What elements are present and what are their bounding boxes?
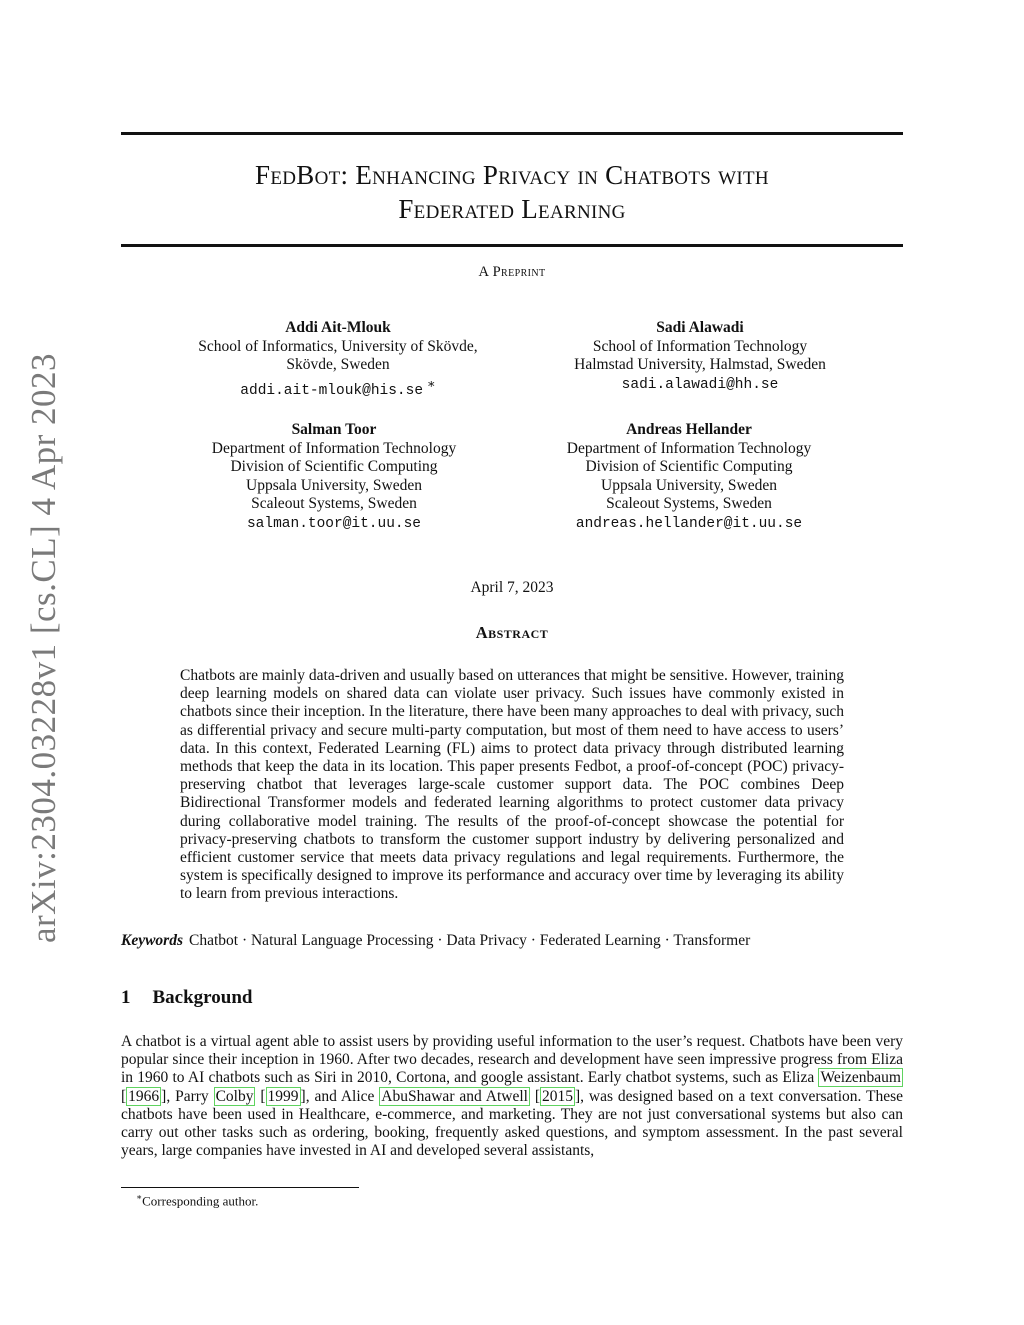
- author-name: Andreas Hellander: [626, 421, 752, 438]
- abstract-text: Chatbots are mainly data-driven and usually based on utterances that might be sensitive. However, training deep learning models on shared data can violate user privacy. Such issues have commonly existed in chatbots since their inception. In the literature, there have been many approaches to deal with privacy, such as differential privacy and secure multi-party computation, but most of them need to have access to users’ data. In this context, Federated Learning (FL) aims to protect data privacy through distributed learning methods that keep the data in its location. This paper presents Fedbot, a proof-of-concept (POC) privacy-preserving chatbot that leverages large-scale customer support data. The POC combines Deep Bidirectional Transformer models and federated learning algorithms to protect customer data privacy during collaborative model training. The results of the proof-of-concept showcase the potential for privacy-preserving chatbots to transform the customer support industry by delivering personalized and efficient customer service that meets data privacy regulations and legal requirements. Furthermore, the system is specifically designed to improve its performance and accuracy over time by leveraging its ability to learn from previous interactions.: [180, 667, 844, 903]
- title-top-rule: [121, 132, 903, 135]
- body-text: A chatbot is a virtual agent able to assist users by providing useful information to the user’s request. Chatbots have been very popular since their inception in 1960. After two decades, research and development have seen impressive progress from Eliza in 1960 to AI chatbots such as Siri in 2010, Cortona, and google assistant. Early chatbot systems, such as Eliza: [121, 1033, 903, 1087]
- footnote: [136, 1192, 258, 1209]
- author-affiliation-line: Department of Information Technology: [211, 439, 457, 457]
- preprint-label: A Preprint: [478, 264, 546, 280]
- paper-title: [121, 158, 903, 226]
- author-email[interactable]: sadi.alawadi@hh.se: [621, 376, 779, 393]
- citation-link[interactable]: Weizenbaum: [820, 1069, 901, 1087]
- author-affiliation-line: Scaleout Systems, Sweden: [606, 495, 772, 512]
- author-affiliation-line: Uppsala University, Sweden: [601, 476, 777, 494]
- footnote-text: Corresponding author.: [142, 1193, 259, 1209]
- footnote-rule: [121, 1187, 359, 1188]
- author-affiliation-line: Division of Scientific Computing: [585, 458, 793, 475]
- body-text: , Parry: [166, 1087, 214, 1105]
- citation-link[interactable]: 1966: [128, 1087, 160, 1105]
- author-affiliation-line: Department of Information Technology: [566, 439, 812, 457]
- title-line-1: FedBot: Enhancing Privacy in Chatbots with: [255, 160, 769, 190]
- author-affiliation-line: Scaleout Systems, Sweden: [251, 495, 417, 512]
- citation-link[interactable]: 1999: [267, 1087, 299, 1105]
- keywords-line: [121, 932, 750, 950]
- author-block: [158, 319, 518, 400]
- author-affiliation-line: Division of Scientific Computing: [230, 458, 438, 475]
- keywords-label: Keywords: [121, 932, 183, 949]
- author-block: [520, 319, 880, 394]
- author-name: Sadi Alawadi: [656, 319, 744, 336]
- author-affiliation-line: School of Informatics, University of Skövde,: [198, 337, 478, 355]
- paper-date: April 7, 2023: [470, 579, 554, 596]
- author-block: [154, 421, 514, 533]
- author-block: [509, 421, 869, 533]
- title-bottom-rule: [121, 244, 903, 247]
- author-affiliation-line: Skövde, Sweden: [286, 356, 390, 373]
- citation-link[interactable]: Colby: [215, 1087, 254, 1105]
- author-affiliation-line: Halmstad University, Halmstad, Sweden: [574, 356, 826, 373]
- author-name: Addi Ait-Mlouk: [285, 319, 391, 336]
- section-body-paragraph: A chatbot is a virtual agent able to assist users by providing useful information to the user’s request. Chatbots have been very popular since their inception in 1960. After two decades, research and development have seen impressive progress from Eliza in 1960 to AI chatbots such as Siri in 2010, Cortona, and google assistant. Early chatbot systems, such as Eliza Weizenbaum [ 1966 ], Parry Colby [ 1999 ], and Alice AbuShawar and Atwell [ 2015 ], was designed based on a text conversation. These chatbots have been used in Healthcare, e-commerce, and marketing. They are not just conversational systems but also can carry out other tasks such as ordering, booking, frequently asked questions, and symptom assessment. In the past several years, large companies have invested in AI and developed several assistants,: [121, 1033, 903, 1160]
- author-affiliation-line: School of Information Technology: [592, 337, 808, 355]
- author-email[interactable]: salman.toor@it.uu.se: [246, 515, 422, 532]
- body-text: , was designed based on a text conversation. These chatbots have been used in Healthcare, e-commerce, and marketing. They are not just conversational systems but also can carry out other tasks such as ordering, booking, frequently asked questions, and symptom assessment. In the past several years, large companies have invested in AI and developed several assistants,: [121, 1087, 903, 1160]
- author-email[interactable]: addi.ait-mlouk@his.se: [240, 382, 424, 399]
- author-name: Salman Toor: [291, 421, 377, 438]
- footnote-mark: ∗: [136, 1192, 143, 1202]
- section-title: Background: [152, 987, 253, 1008]
- author-affiliation-line: Uppsala University, Sweden: [246, 476, 422, 494]
- keywords-list: Chatbot · Natural Language Processing · Data Privacy · Federated Learning · Transformer: [189, 932, 751, 949]
- title-line-2: Federated Learning: [398, 194, 626, 224]
- arxiv-id: arXiv:2304.03228v1 [cs.CL] 4 Apr 2023: [24, 352, 63, 944]
- abstract-heading: Abstract: [475, 623, 549, 642]
- author-email[interactable]: andreas.hellander@it.uu.se: [575, 515, 803, 532]
- citation-link[interactable]: AbuShawar and Atwell: [381, 1087, 528, 1105]
- corresponding-author-mark: ∗: [426, 375, 436, 391]
- citation-link[interactable]: 2015: [542, 1087, 573, 1105]
- section-heading: [121, 987, 252, 1009]
- body-text: , and Alice: [305, 1087, 380, 1105]
- section-number: 1: [121, 987, 131, 1008]
